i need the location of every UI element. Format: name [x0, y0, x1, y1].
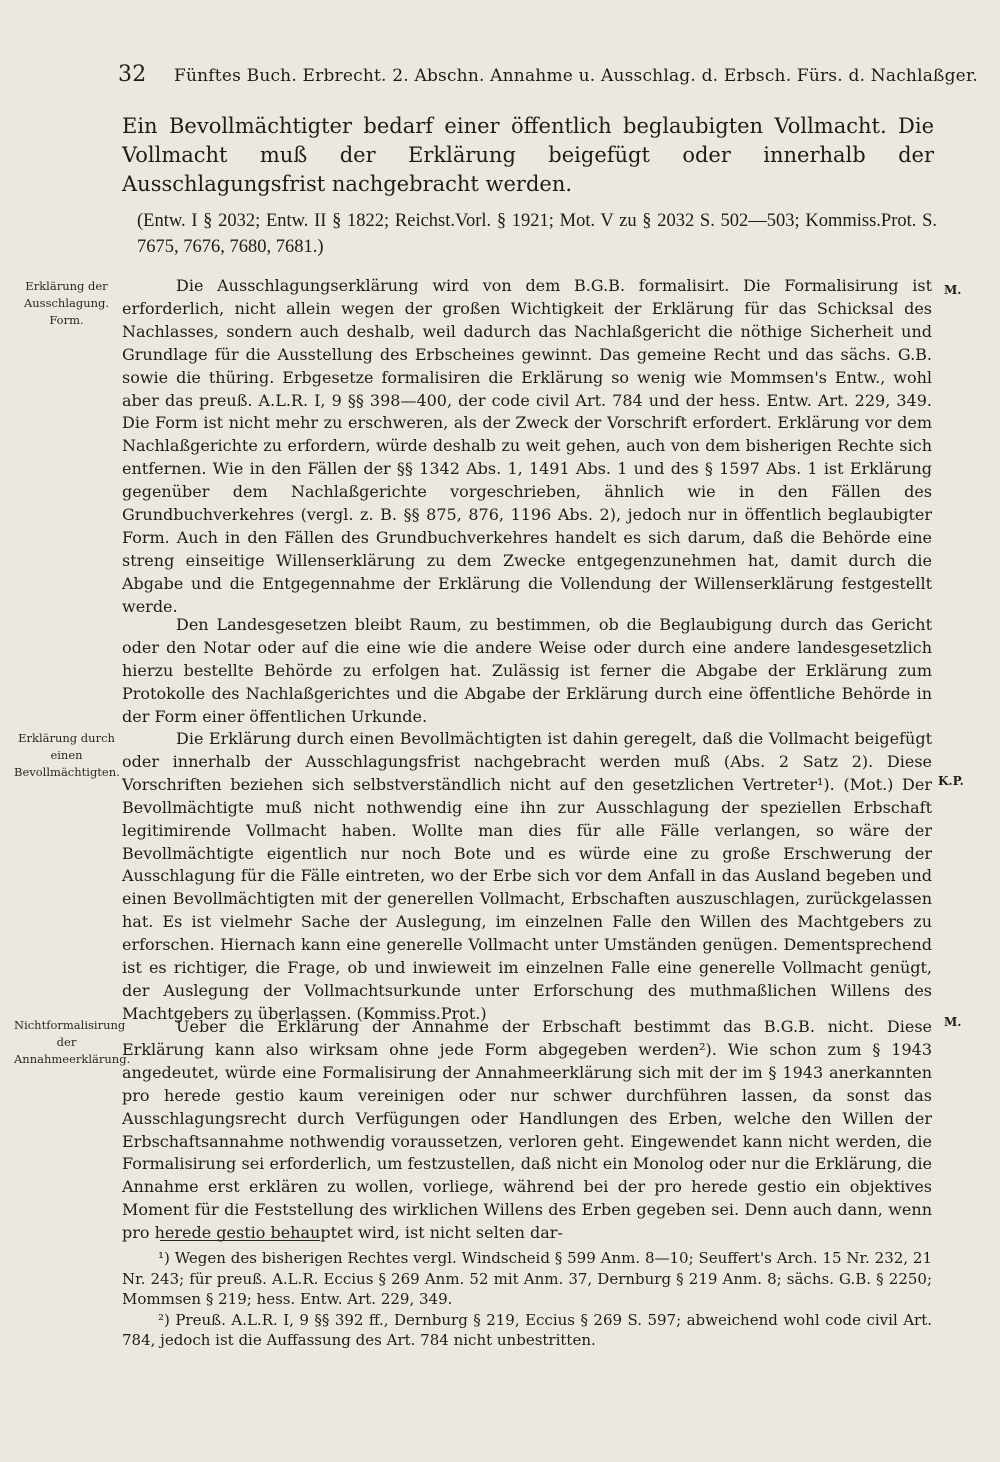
footnote-2: ²) Preuß. A.L.R. I, 9 §§ 392 ff., Dernburg § 219, Eccius § 269 S. 597; abweichend wohl code civil Art. 784, jedoch ist die Auffassung des Art. 784 nicht unbestritten.	[122, 1310, 932, 1349]
paragraph-ausschlagung-form	[122, 275, 932, 619]
margin-note-form: Erklärung der Ausschlagung. Form.	[23, 279, 110, 327]
footnote-divider	[160, 1240, 320, 1241]
paragraph-text: Die Ausschlagungserklärung wird von dem B.G.B. formalisirt. Die Formalisirung ist erforderlich, nicht allein wegen der großen Wichtigkeit der Erklärung für das Schicksal des Nachlasses, sondern auch deshalb, weil dadurch das Nachlaßgericht die nöthige Sicherheit und Grundlage für die Ausstellung des Erbscheines gewinnt. Das gemeine Recht und das sächs. G.B. sowie die thüring. Erbgesetze formalisiren die Erklärung so wenig wie Mommsen's Entw., wohl aber das preuß. A.L.R. I, 9 §§ 398—400, der code civil Art. 784 und der hess. Entw. Art. 229, 349. Die Form ist nicht mehr zu erschweren, als der Zweck der Vorschrift erfordert. Erklärung vor dem Nachlaßgerichte zu erfordern, würde deshalb zu weit gehen, auch von dem bisherigen Rechte sich entfernen. Wie in den Fällen der §§ 1342 Abs. 1, 1491 Abs. 1 und des § 1597 Abs. 1 ist Erklärung gegenüber dem Nachlaßgerichte vorgeschrieben, ähnlich wie in den Fällen des Grundbuchverkehres (vergl. z. B. §§ 875, 876, 1196 Abs. 2), jedoch nur in öffentlich beglaubigter Form. Auch in den Fällen des Grundbuchverkehres handelt es sich darum, daß die Behörde eine streng einseitige Willenserklärung zu dem Zwecke entgegenzunehmen hat, damit durch die Abgabe und die Entgegennahme der Erklärung die Vollendung der Willenserklärung festgestellt werde.	[122, 276, 932, 616]
side-mark-motive: M.	[944, 283, 962, 297]
statute-text: Ein Bevollmächtigter bedarf einer öffentlich beglaubigten Vollmacht. Die Vollmacht muß der Erklärung beigefügt oder innerhalb der Ausschlagungsfrist nachgebracht werden.	[122, 114, 934, 196]
paragraph-text: Den Landesgesetzen bleibt Raum, zu bestimmen, ob die Beglaubigung durch das Gericht oder den Notar oder auf die eine wie die andere Weise oder durch eine andere landesgesetzlich hierzu bestellte Behörde zu erfolgen hat. Zulässig ist ferner die Abgabe der Erklärung zum Protokolle des Nachlaßgerichtes und die Abgabe der Erklärung durch eine öffentliche Behörde in der Form einer öffentlichen Urkunde.	[122, 615, 932, 726]
side-mark-kommission: K.P.	[938, 774, 964, 788]
margin-note-nichtformalisirung: Nichtformalisirung der Annahmeerklärung.	[14, 1018, 131, 1066]
paragraph-text: Ueber die Erklärung der Annahme der Erbschaft bestimmt das B.G.B. nicht. Diese Erklärung kann also wirksam ohne jede Form abgegeben werden²). Wie schon zum § 1943 angedeutet, würde eine Formalisirung der Annahmeerklärung sich mit der im § 1943 anerkannten pro herede gestio kaum vereinigen oder nur schwer durchführen lassen, da sonst das Ausschlagungsrecht durch Verfügungen oder Handlungen des Erben, welche den Willen der Erbschaftsannahme nothwendig voraussetzen, verloren geht. Eingewendet kann nicht werden, die Formalisirung sei erforderlich, um festzustellen, daß nicht ein Monolog oder nur die Erklärung, die Annahme erst erklären zu wollen, vorliege, während bei der pro herede gestio ein objektives Moment für die Feststellung des wirklichen Willens des Erben gegeben sei. Denn auch dann, wenn pro herede gestio behauptet wird, ist nicht selten dar-	[122, 1017, 932, 1243]
running-header	[118, 62, 979, 87]
paragraph-text: Die Erklärung durch einen Bevollmächtigten ist dahin geregelt, daß die Vollmacht beigefügt oder innerhalb der Ausschlagungsfrist nachgebracht werden muß (Abs. 2 Satz 2). Diese Vorschriften beziehen sich selbstverständlich nicht auf den gesetzlichen Vertreter¹). (Mot.) Der Bevollmächtigte muß nicht nothwendig eine ihn zur Ausschlagung der speziellen Erbschaft legitimirende Vollmacht haben. Wollte man dies für alle Fälle verlangen, so wäre der Bevollmächtigte eigentlich nur noch Bote und es würde eine zu große Erschwerung der Ausschlagung für die Fälle eintreten, wo der Erbe sich vor dem Anfall in das Ausland begeben und einen Bevollmächtigten mit der generellen Vollmacht, Erbschaften auszuschlagen, zurückgelassen hat. Es ist vielmehr Sache der Auslegung, im einzelnen Falle den Willen des Machtgebers zu erforschen. Hiernach kann eine generelle Vollmacht unter Umständen genügen. Dementsprechend ist es richtiger, die Frage, ob und inwieweit im einzelnen Falle eine generelle Vollmacht genügt, der Auslegung der Vollmachtsurkunde unter Erforschung des muthmaßlichen Willens des Machtgebers zu überlassen. (Kommiss.Prot.)	[122, 729, 932, 1023]
page-number: 32	[118, 62, 147, 87]
footnotes	[122, 1248, 932, 1351]
paragraph-annahme	[122, 1016, 932, 1245]
footnote-1: ¹) Wegen des bisherigen Rechtes vergl. Windscheid § 599 Anm. 8—10; Seuffert's Arch. 15 Nr. 232, 21 Nr. 243; für preuß. A.L.R. Eccius § 269 Anm. 52 mit Anm. 37, Dernburg § 219 Anm. 8; sächs. G.B. § 2250; Mommsen § 219; hess. Entw. Art. 229, 349.	[122, 1249, 932, 1308]
paragraph-landesgesetze	[122, 614, 932, 729]
paragraph-bevollmaechtigter	[122, 728, 932, 1026]
margin-note-bevollmaechtigter: Erklärung durch einen Bevollmächtigten.	[14, 731, 120, 779]
side-mark-motive-2: M.	[944, 1015, 962, 1029]
running-title: Fünftes Buch. Erbrecht. 2. Abschn. Annahme u. Ausschlag. d. Erbsch. Fürs. d. Nachlaßger.	[174, 66, 979, 86]
legislative-references: (Entw. I § 2032; Entw. II § 1822; Reichst.Vorl. § 1921; Mot. V zu § 2032 S. 502—503; Kommiss.Prot. S. 7675, 7676, 7680, 7681.)	[137, 211, 937, 257]
